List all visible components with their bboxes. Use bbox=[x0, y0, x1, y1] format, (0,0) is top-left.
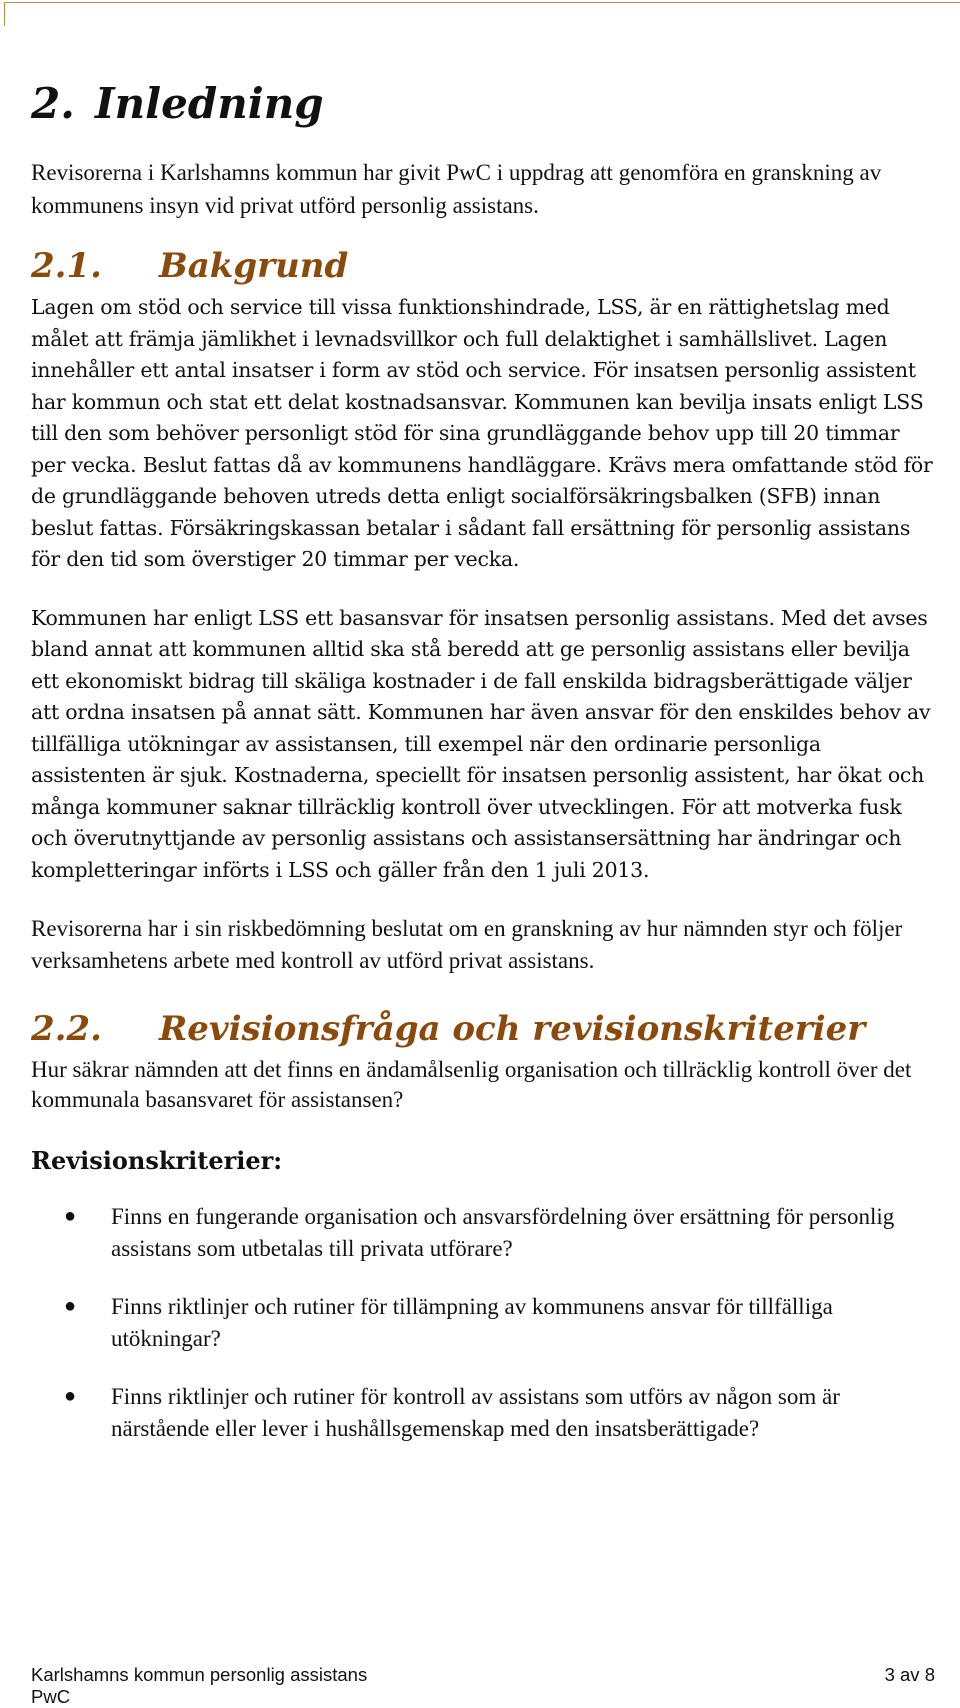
list-item bbox=[31, 1291, 935, 1354]
bullet-icon: ● bbox=[64, 1385, 77, 1407]
criteria-list bbox=[31, 1201, 935, 1444]
list-item bbox=[31, 1201, 935, 1264]
page-content bbox=[31, 78, 935, 1471]
subsection-title: Bakgrund bbox=[159, 246, 349, 286]
subsection-number: 2.2. bbox=[31, 1009, 102, 1049]
section-heading bbox=[31, 78, 935, 130]
audit-question: Hur säkrar nämnden att det finns en ändamålsenlig organisation och tillräcklig kontroll över det kommunala basansvaret för assistansen? bbox=[31, 1057, 912, 1112]
criteria-text: Finns riktlinjer och rutiner för tillämpning av kommunens ansvar för tillfälliga utökningar? bbox=[111, 1294, 833, 1351]
section-title: Inledning bbox=[95, 79, 324, 128]
intro-paragraph: Revisorerna i Karlshamns kommun har givit PwC i uppdrag att genomföra en granskning av kommunens insyn vid privat utförd personlig assistans. bbox=[31, 160, 882, 218]
background-paragraph: Lagen om stöd och service till vissa funktionshindrade, LSS, är en rättighetslag med målet att främja jämlikhet i levnadsvillkor och full delaktighet i samhällslivet. Lagen innehåller ett antal insatser i form av stöd och service. För insatsen personlig assistent har kommun och stat ett delat kostnadsansvar. Kommunen kan bevilja insats enligt LSS till den som behöver personligt stöd för sina grundläggande behov upp till 20 timmar per vecka. Beslut fattas då av kommunens handläggare. Krävs mera omfattande stöd för de grundläggande behoven utreds detta enligt socialförsäkringsbalken (SFB) innan beslut fattas. Försäkringskassan betalar i sådant fall ersättning för personlig assistans för den tid som överstiger 20 timmar per vecka. bbox=[31, 295, 933, 571]
corner-top-rule bbox=[4, 2, 960, 3]
subsection-heading-background bbox=[31, 244, 935, 288]
subsection-number: 2.1. bbox=[31, 246, 102, 286]
footer-page-number: 3 av 8 bbox=[884, 1664, 935, 1685]
list-item bbox=[31, 1381, 935, 1444]
bullet-icon: ● bbox=[64, 1205, 77, 1227]
subsection-heading-audit bbox=[31, 1007, 935, 1051]
background-paragraph: Revisorerna har i sin riskbedömning beslutat om en granskning av hur nämnden styr och följer verksamhetens arbete med kontroll av utförd privat assistans. bbox=[31, 916, 903, 973]
footer-organization: PwC bbox=[31, 1686, 71, 1707]
section-number: 2. bbox=[31, 79, 75, 128]
bullet-icon: ● bbox=[64, 1295, 77, 1317]
criteria-text: Finns riktlinjer och rutiner för kontroll av assistans som utförs av någon som är närstående eller lever i hushållsgemenskap med den insatsberättigade? bbox=[111, 1384, 840, 1441]
background-paragraph: Kommunen har enligt LSS ett basansvar för insatsen personlig assistans. Med det avses bland annat att kommunen alltid ska stå beredd att ge personlig assistans eller bevilja ett ekonomiskt bidrag till skäliga kostnader i de fall enskilda bidragsberättigade väljer att ordna insatsen på annat sätt. Kommunen har även ansvar för den enskildes behov av tillfälliga utökningar av assistansen, till exempel när den ordinarie personliga assistenten är sjuk. Kostnaderna, speciellt för insatsen personlig assistent, har ökat och många kommuner saknar tillräcklig kontroll över utvecklingen. För att motverka fusk och överutnyttjande av personlig assistans och assistansersättning har ändringar och kompletteringar införts i LSS och gäller från den 1 juli 2013. bbox=[31, 605, 931, 882]
criteria-text: Finns en fungerande organisation och ansvarsfördelning över ersättning för personlig assistans som utbetalas till privata utförare? bbox=[111, 1204, 895, 1261]
page-corner-mark bbox=[0, 0, 960, 26]
subsection-title: Revisionsfråga och revisionskriterier bbox=[159, 1009, 866, 1049]
criteria-heading: Revisionskriterier: bbox=[31, 1146, 283, 1175]
corner-left-rule bbox=[4, 2, 5, 26]
footer-document-title: Karlshamns kommun personlig assistans bbox=[31, 1664, 368, 1685]
